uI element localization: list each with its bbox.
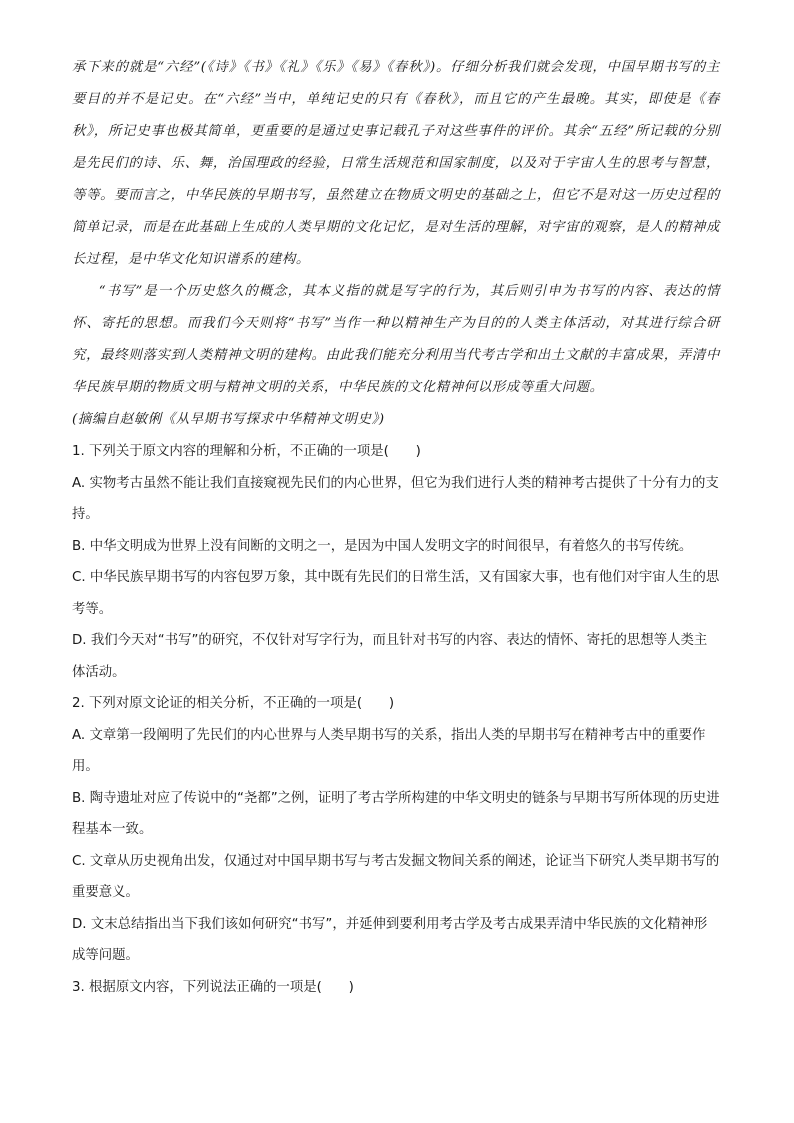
- exam-page: [72, 52, 720, 1003]
- option-b: B. 陶寺遗址对应了传说中的“尧都”之例，证明了考古学所构建的中华文明史的链条与早期书写所体现的历史进程基本一致。: [72, 790, 720, 837]
- question-stem: 2. 下列对原文论证的相关分析，不正确的一项是( ): [72, 696, 395, 711]
- option-a: A. 实物考古虽然不能让我们直接窥视先民们的内心世界，但它为我们进行人类的精神考古提供了十分有力的支持。: [72, 475, 719, 522]
- option-b: B. 中华文明成为世界上没有间断的文明之一，是因为中国人发明文字的时间很早，有着悠久的书写传统。: [72, 538, 693, 554]
- question-3: [72, 972, 720, 1004]
- option-d: D. 我们今天对“书写”的研究，不仅针对写字行为，而且针对书写的内容、表达的情怀、寄托的思想等人类主体活动。: [72, 633, 708, 680]
- question-stem: 3. 根据原文内容，下列说法正确的一项是( ): [72, 979, 354, 995]
- reading-passage: [72, 52, 720, 436]
- question-stem: 1. 下列关于原文内容的理解和分析，不正确的一项是( ): [72, 444, 421, 459]
- option-d: D. 文末总结指出当下我们该如何研究“书写”，并延伸到要利用考古学及考古成果弄清中华民族的文化精神形成等问题。: [72, 916, 708, 963]
- option-a: A. 文章第一段阐明了先民们的内心世界与人类早期书写的关系，指出人类的早期书写在精神考古中的重要作用。: [72, 727, 706, 774]
- passage-paragraph-2: “书写”是一个历史悠久的概念，其本义指的就是写字的行为，其后则引申为书写的内容、表达的情怀、寄托的思想。而我们今天则将“书写”当作一种以精神生产为目的的人类主体活动，对其进行综合研究，最终则落实到人类精神文明的建构。由此我们能充分利用当代考古学和出土文献的丰富成果，弄清中华民族早期的物质文明与精神文明的关系，中华民族的文化精神何以形成等重大问题。: [72, 284, 720, 395]
- option-c: C. 中华民族早期书写的内容包罗万象，其中既有先民们的日常生活，又有国家大事，也有他们对宇宙人生的思考等。: [72, 570, 720, 617]
- passage-source: (摘编自赵敏俐《从早期书写探求中华精神文明史》): [72, 412, 385, 427]
- question-1: [72, 436, 720, 688]
- passage-paragraph-1: 承下来的就是“六经”(《诗》《书》《礼》《乐》《易》《春秋》)。仔细分析我们就会发现，中国早期书写的主要目的并不是记史。在“六经”当中，单纯记史的只有《春秋》，而且它的产生最晚。其实，即使是《春秋》，所记史事也极其简单，更重要的是通过史事记载孔子对这些事件的评价。其余“五经”所记载的分别是先民们的诗、乐、舞，治国理政的经验，日常生活规范和国家制度，以及对于宇宙人生的思考与智慧，等等。要而言之，中华民族的早期书写，虽然建立在物质文明史的基础之上，但它不是对这一历史过程的简单记录，而是在此基础上生成的人类早期的文化记忆，是对生活的理解，对宇宙的观察，是人的精神成长过程，是中华文化知识谱系的建构。: [72, 60, 720, 267]
- option-c: C. 文章从历史视角出发，仅通过对中国早期书写与考古发掘文物间关系的阐述，论证当下研究人类早期书写的重要意义。: [72, 853, 720, 900]
- question-2: [72, 688, 720, 972]
